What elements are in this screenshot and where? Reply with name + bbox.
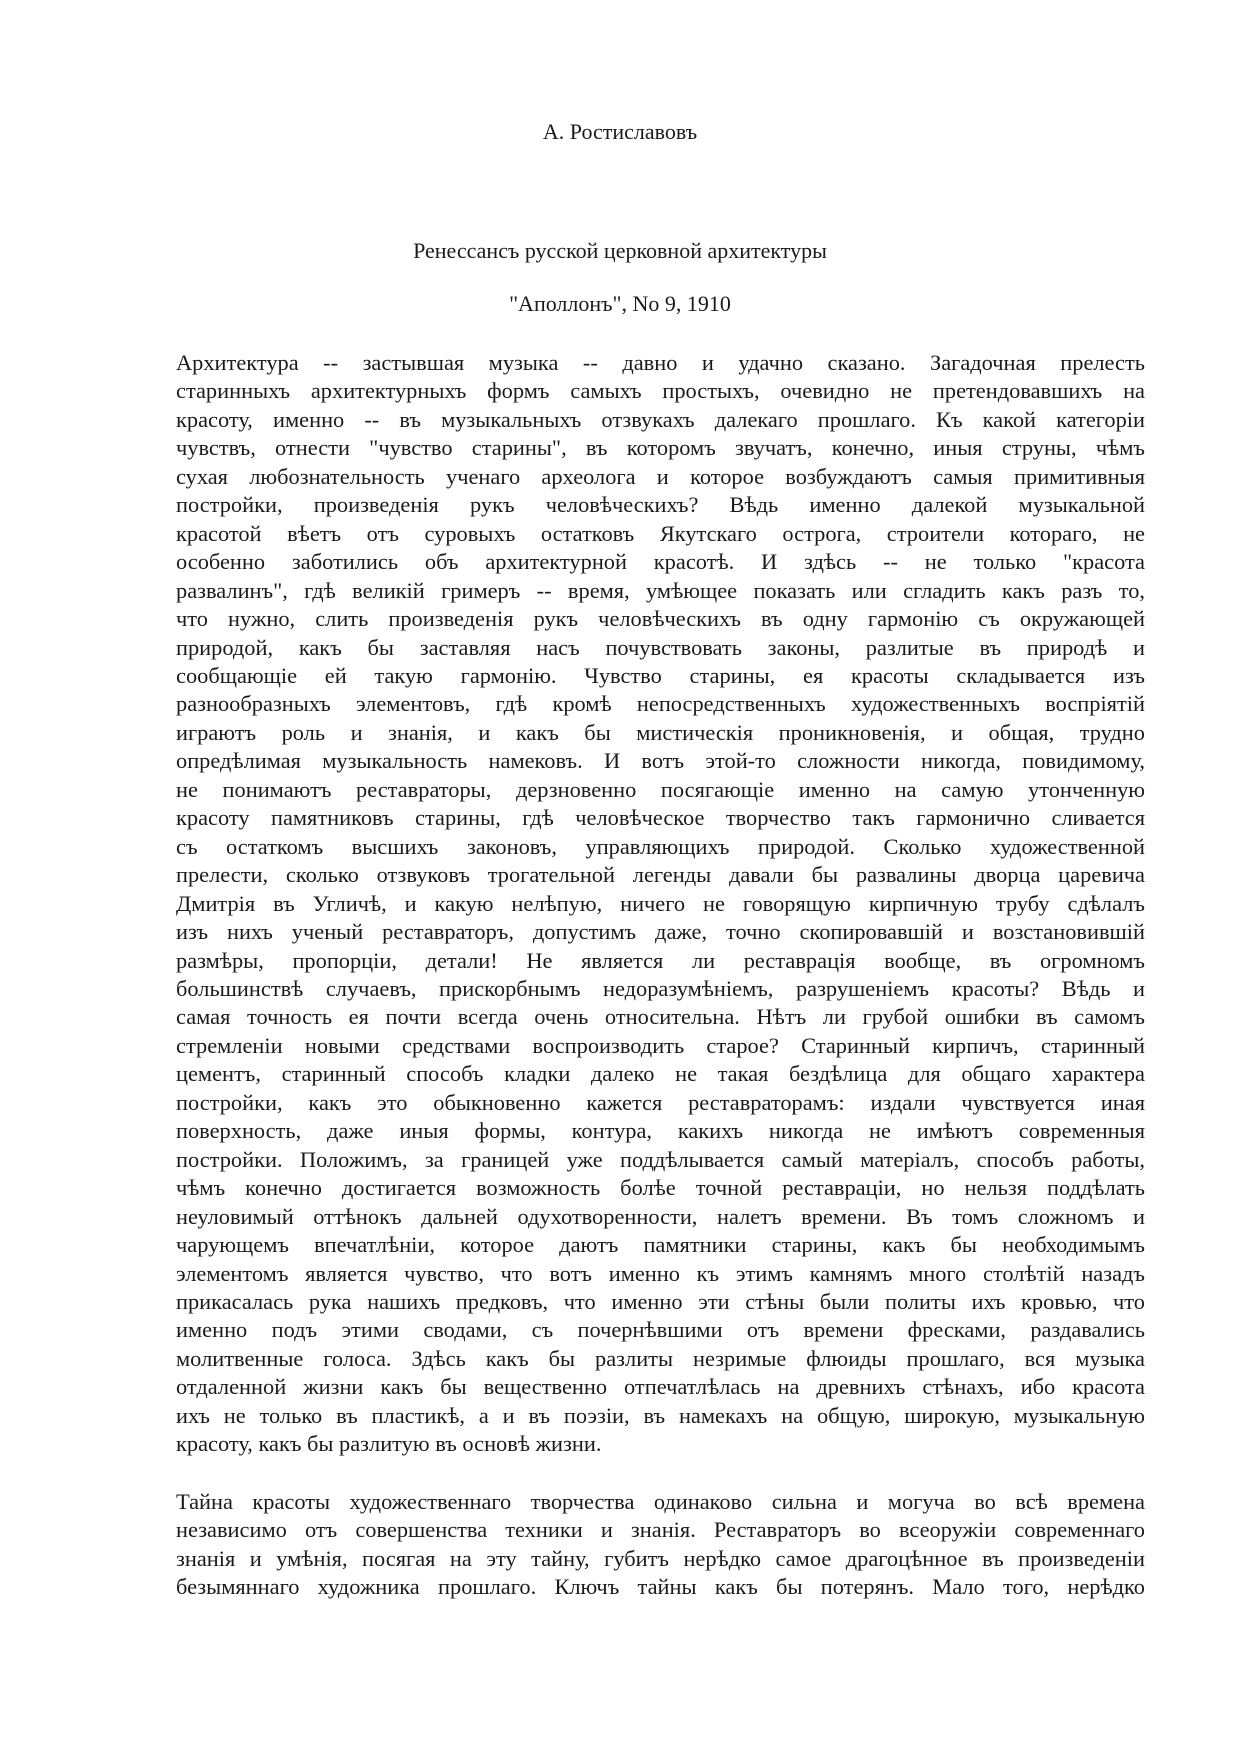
- text-line: неуловимый оттѣнокъ дальней одухотворенности, налетъ времени. Въ томъ сложномъ и: [176, 1203, 1145, 1229]
- text-line: развалинъ", гдѣ великій гримеръ -- время, умѣющее показать или сгладить какъ разъ то,: [176, 577, 1145, 603]
- text-line: чарующемъ впечатлѣніи, которое даютъ памятники старины, какъ бы необходимымъ: [176, 1232, 1145, 1258]
- text-line: большинствѣ случаевъ, прискорбнымъ недоразумѣніемъ, разрушеніемъ красоты? Вѣдь и: [176, 975, 1145, 1001]
- paragraph-2: [176, 1488, 1145, 1602]
- text-line: молитвенные голоса. Здѣсь какъ бы разлиты незримые флюиды прошлаго, вся музыка: [176, 1345, 1145, 1371]
- text-line: Тайна красоты художественнаго творчества одинаково сильна и могуча во всѣ времена: [176, 1488, 1145, 1514]
- text-line: Дмитрія въ Угличѣ, и какую нелѣпую, ничего не говорящую кирпичную трубу сдѣлалъ: [176, 890, 1145, 916]
- text-line: природой, какъ бы заставляя насъ почувствовать законы, разлитые въ природѣ и: [176, 634, 1145, 660]
- author-name: А. Ростиславовъ: [542, 119, 698, 144]
- text-line: поверхность, даже иныя формы, контура, какихъ никогда не имѣютъ современныя: [176, 1118, 1145, 1144]
- publication-source: "Аполлонъ", No 9, 1910: [509, 291, 731, 316]
- text-line: разнообразныхъ элементовъ, гдѣ кромѣ непосредственныхъ художественныхъ воспріятій: [176, 691, 1145, 717]
- text-line: независимо отъ совершенства техники и знанія. Реставраторъ во всеоружіи современнаго: [176, 1517, 1145, 1543]
- text-line: ихъ не только въ пластикѣ, а и въ поэзіи, въ намекахъ на общую, широкую, музыкальную: [176, 1402, 1145, 1428]
- article-title: Ренессансъ русской церковной архитектуры: [413, 238, 827, 263]
- text-line: именно подъ этими сводами, съ почернѣвшими отъ времени фресками, раздавались: [176, 1317, 1145, 1343]
- text-line: прикасалась рука нашихъ предковъ, что именно эти стѣны были политы ихъ кровью, что: [176, 1288, 1145, 1314]
- text-line: красотой вѣетъ отъ суровыхъ остатковъ Якутскаго острога, строители котораго, не: [176, 520, 1145, 546]
- text-line: отдаленной жизни какъ бы вещественно отпечатлѣлась на древнихъ стѣнахъ, ибо красота: [176, 1374, 1145, 1400]
- text-line: что нужно, слить произведенія рукъ человѣческихъ въ одну гармонію съ окружающей: [176, 606, 1145, 632]
- text-line: сухая любознательность ученаго археолога и которое возбуждаютъ самыя примитивныя: [176, 463, 1145, 489]
- text-line: чувствъ, отнести "чувство старины", въ которомъ звучатъ, конечно, иныя струны, чѣмъ: [176, 435, 1145, 461]
- text-line: самая точность ея почти всегда очень относительна. Нѣтъ ли грубой ошибки въ самомъ: [176, 1004, 1145, 1030]
- text-line: размѣры, пропорціи, детали! Не является ли реставрація вообще, въ огромномъ: [176, 947, 1145, 973]
- text-line: особенно заботились объ архитектурной красотѣ. И здѣсь -- не только "красота: [176, 549, 1145, 575]
- text-line: изъ нихъ ученый реставраторъ, допустимъ даже, точно скопировавшій и возстановившій: [176, 919, 1145, 945]
- text-line: знанія и умѣнія, посягая на эту тайну, губитъ нерѣдко самое драгоцѣнное въ произведеніи: [176, 1545, 1145, 1571]
- text-line: съ остаткомъ высшихъ законовъ, управляющихъ природой. Сколько художественной: [176, 833, 1145, 859]
- text-line: прелести, сколько отзвуковъ трогательной легенды давали бы развалины дворца царевича: [176, 862, 1145, 888]
- text-line: сообщающіе ей такую гармонію. Чувство старины, ея красоты складывается изъ: [176, 662, 1145, 688]
- text-line: не понимаютъ реставраторы, дерзновенно посягающіе именно на самую утонченную: [176, 776, 1145, 802]
- text-line: цементъ, старинный способъ кладки далеко не такая бездѣлица для общаго характера: [176, 1061, 1145, 1087]
- text-line: постройки. Положимъ, за границей уже поддѣлывается самый матеріалъ, способъ работы,: [176, 1146, 1145, 1172]
- text-line: стремленіи новыми средствами воспроизводить старое? Старинный кирпичъ, старинный: [176, 1032, 1145, 1058]
- text-line: красоту, именно -- въ музыкальныхъ отзвукахъ далекаго прошлаго. Къ какой категоріи: [176, 406, 1145, 432]
- text-line: безымяннаго художника прошлаго. Ключъ тайны какъ бы потерянъ. Мало того, нерѣдко: [176, 1574, 1145, 1600]
- text-line: опредѣлимая музыкальность намековъ. И вотъ этой-то сложности никогда, повидимому,: [176, 748, 1145, 774]
- text-line: старинныхъ архитектурныхъ формъ самыхъ простыхъ, очевидно не претендовавшихъ на: [176, 378, 1145, 404]
- paragraph-1: [176, 349, 1145, 1459]
- text-line: красоту памятниковъ старины, гдѣ человѣческое творчество такъ гармонично сливается: [176, 805, 1145, 831]
- article-body: [176, 349, 1145, 1601]
- text-line: красоту, какъ бы разлитую въ основѣ жизни.: [176, 1431, 602, 1457]
- text-line: чѣмъ конечно достигается возможность болѣе точной реставраціи, но нельзя поддѣлать: [176, 1175, 1145, 1201]
- text-line: элементомъ является чувство, что вотъ именно къ этимъ камнямъ много столѣтій назадъ: [176, 1260, 1145, 1286]
- text-line: постройки, произведенія рукъ человѣческихъ? Вѣдь именно далекой музыкальной: [176, 492, 1145, 518]
- text-line: Архитектура -- застывшая музыка -- давно и удачно сказано. Загадочная прелесть: [176, 350, 1145, 375]
- text-line: постройки, какъ это обыкновенно кажется реставраторамъ: издали чувствуется иная: [176, 1089, 1145, 1115]
- text-line: играютъ роль и знанія, и какъ бы мистическія проникновенія, и общая, трудно: [176, 719, 1145, 745]
